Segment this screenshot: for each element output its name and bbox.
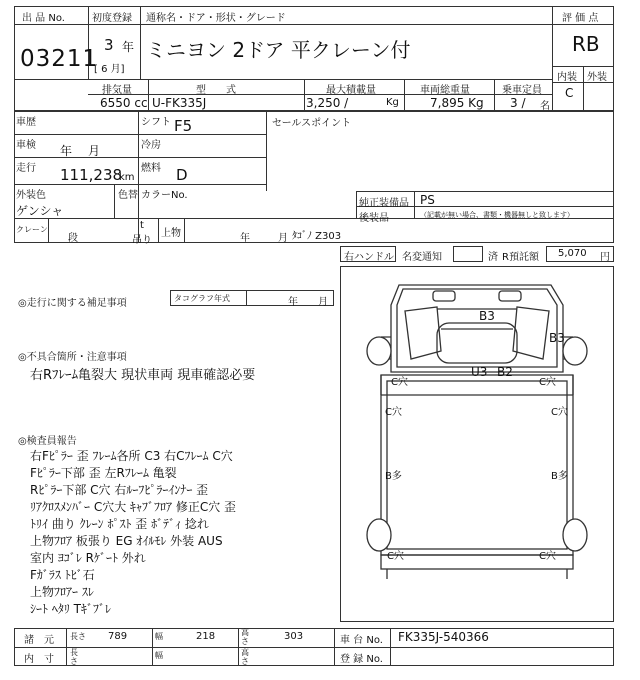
sales-point-label: セールスポイント xyxy=(272,118,352,129)
cab-inner-outline xyxy=(397,289,557,367)
inspection-year: 年 xyxy=(60,144,73,158)
recycle-prefix: 済 xyxy=(488,252,498,263)
tacho-year-label: タコグラフ年式 xyxy=(174,294,230,303)
exterior-label: 外装 xyxy=(587,72,607,83)
cargo-bed xyxy=(381,375,573,555)
total-weight: 7,895 Kg xyxy=(430,96,484,110)
chassis-number: FK335J-540366 xyxy=(398,630,489,644)
inspector-title: ◎検査員報告 xyxy=(18,436,77,447)
inspector-line: Fﾋﾟﾗｰ下部 歪 左Rﾌﾚｰﾑ 亀裂 xyxy=(30,466,177,480)
aftermarket-note: （記載が無い場合、書類・機器無しと致します） xyxy=(420,211,574,219)
right-door-panel xyxy=(513,307,549,359)
color-change-label: 色替 xyxy=(118,190,138,201)
lot-label: 出 品 No. xyxy=(22,13,65,24)
diagram-mark: C穴 xyxy=(539,377,556,388)
inspector-line: Rﾋﾟﾗｰ下部 C穴 右ﾙｰﾌﾋﾟﾗｰｲﾝﾅｰ 歪 xyxy=(30,483,209,497)
boarding-label: 上物 xyxy=(161,228,181,239)
first-reg-label: 初度登録 xyxy=(92,13,132,24)
crane-ton: t xyxy=(140,220,144,231)
recycle-unit: 円 xyxy=(600,252,610,263)
lot-number: 03211 xyxy=(20,46,99,72)
displacement-label: 排気量 xyxy=(102,85,132,96)
diagram-mark: C穴 xyxy=(391,377,408,388)
inspector-line: 上物ﾌﾛｱ 板張り EG ｵｲﾙﾓﾚ 外装 AUS xyxy=(30,534,223,548)
crane-label: クレーン xyxy=(16,225,48,234)
max-load-label: 最大積載量 xyxy=(326,85,376,96)
front-right-wheel xyxy=(563,337,587,365)
name-label: 通称名・ドア・形状・グレード xyxy=(146,13,286,24)
diagram-mark: B多 xyxy=(385,471,402,482)
front-left-wheel xyxy=(367,337,391,365)
in-width-label: 幅 xyxy=(155,651,163,660)
inspector-line: ﾘｱｸﾛｽﾒﾝﾊﾞｰ C穴大 ｷｬﾌﾞﾌﾛｱ 修正C穴 歪 xyxy=(30,500,237,514)
reg-month: [ 6 月] xyxy=(94,64,125,75)
boarding-month: 月 xyxy=(278,233,288,244)
driving-notes-title: ◎走行に関する補足事項 xyxy=(18,298,127,309)
tacho-model: ﾀｺﾞﾉ Z303 xyxy=(292,231,342,242)
history-label: 車歴 xyxy=(16,117,36,128)
fuel-value: D xyxy=(176,166,188,184)
left-door-panel xyxy=(405,307,441,359)
ac-label: 冷房 xyxy=(141,140,161,151)
inspector-line: 室内 ﾖｺﾞﾚ Rｹﾞｰﾄ 外れ xyxy=(30,551,146,565)
crane-stage: 段 xyxy=(68,233,78,244)
dims-label: 諸 元 xyxy=(24,635,54,646)
inspection-month: 月 xyxy=(88,144,101,158)
capacity-label: 乗車定員 xyxy=(502,85,542,96)
max-load-unit: Kg xyxy=(386,97,399,108)
model-name: ミニヨン 2ドア 平クレーン付 xyxy=(146,38,411,62)
total-weight-label: 車両総重量 xyxy=(420,85,470,96)
chassis-label: 車 台 No. xyxy=(340,635,383,646)
equipment-label: 純正装備品 xyxy=(359,198,409,209)
mileage-unit: km xyxy=(119,172,135,183)
interior-label: 内装 xyxy=(557,72,577,83)
grade-score: RB xyxy=(572,32,600,56)
interior-score: C xyxy=(565,86,574,100)
model-code: U-FK335J xyxy=(152,96,207,110)
rear-right-wheel xyxy=(563,519,587,551)
aftermarket-label: 後装品 xyxy=(359,213,389,224)
diagram-mark: B多 xyxy=(551,471,568,482)
color-no-label: カラーNo. xyxy=(141,190,188,201)
defect-text: 右Rﾌﾚｰﾑ亀裂大 現状車両 現車確認必要 xyxy=(30,368,256,383)
reg-no-label: 登 録 No. xyxy=(340,654,383,665)
right-mirror xyxy=(499,291,521,301)
in-length-label: 長さ xyxy=(70,648,78,666)
height-label: 高さ xyxy=(241,628,249,646)
truck-diagram-svg xyxy=(341,267,613,621)
color-label: 外装色 xyxy=(16,190,46,201)
diagram-mark: U3 xyxy=(471,365,488,379)
inspector-line: Fｶﾞﾗｽ ﾄﾋﾞ石 xyxy=(30,568,95,582)
model-label: 型 式 xyxy=(196,85,236,96)
cargo-bed-inner xyxy=(387,381,567,549)
mileage-label: 走行 xyxy=(16,163,36,174)
reg-year-unit: 年 xyxy=(122,40,135,54)
inspector-report xyxy=(30,448,335,618)
inspector-line: 上物ﾌﾛｱｰ ｽﾚ xyxy=(30,585,94,599)
width-label: 幅 xyxy=(155,632,163,641)
mileage: 111,238 xyxy=(60,166,123,184)
crane-hook: 吊り xyxy=(132,235,152,246)
diagram-mark: C穴 xyxy=(551,407,568,418)
max-load: 3,250 / xyxy=(306,96,349,110)
inspector-line: ﾄﾘｲ 曲り ｸﾚｰﾝ ﾎﾟｽﾄ 歪 ﾎﾞﾃﾞｨ 捻れ xyxy=(30,517,209,531)
in-height-label: 高さ xyxy=(241,648,249,666)
fuel-label: 燃料 xyxy=(141,163,161,174)
inspection-label: 車検 xyxy=(16,140,36,151)
name-change-label: 名変通知 xyxy=(402,252,442,263)
recycle-amount: 5,070 xyxy=(558,248,587,259)
rhd-label: 右ハンドル xyxy=(344,252,394,263)
width-value: 218 xyxy=(196,631,216,642)
name-change-box xyxy=(453,246,483,262)
defect-title: ◎不具合箇所・注意事項 xyxy=(18,352,127,363)
vehicle-diagram xyxy=(340,266,614,622)
recycle-label: R預託額 xyxy=(502,252,539,263)
interior-dims-label: 内 寸 xyxy=(24,654,54,665)
shift-value: F5 xyxy=(174,117,193,135)
inspector-line: 右Fﾋﾟﾗｰ 歪 ﾌﾚｰﾑ各所 C3 右Cﾌﾚｰﾑ C穴 xyxy=(30,449,233,463)
diagram-mark: B3 xyxy=(479,309,495,323)
diagram-mark: B3 xyxy=(549,331,565,345)
inspector-line: ｼｰﾄ ﾍﾀﾘ Tｷﾞﾌﾞﾚ xyxy=(30,602,111,616)
shift-label: シフト xyxy=(141,117,171,128)
length-label: 長さ xyxy=(70,632,86,641)
equipment-value: PS xyxy=(420,193,435,207)
diagram-mark: B2 xyxy=(497,365,513,379)
diagram-mark: C穴 xyxy=(387,551,404,562)
grade-label: 評 価 点 xyxy=(562,13,599,24)
color-value: ゲンシャ xyxy=(16,204,64,218)
tacho-month-unit: 月 xyxy=(318,297,328,308)
height-value: 303 xyxy=(284,631,304,642)
length-value: 789 xyxy=(108,631,128,642)
capacity: 3 / xyxy=(510,96,526,110)
capacity-unit: 名 xyxy=(540,101,550,112)
tacho-year-unit: 年 xyxy=(288,297,298,308)
left-mirror xyxy=(433,291,455,301)
diagram-mark: C穴 xyxy=(539,551,556,562)
reg-year: 3 xyxy=(104,36,114,54)
diagram-mark: C穴 xyxy=(385,407,402,418)
boarding-year: 年 xyxy=(240,233,250,244)
displacement: 6550 cc xyxy=(100,96,148,110)
